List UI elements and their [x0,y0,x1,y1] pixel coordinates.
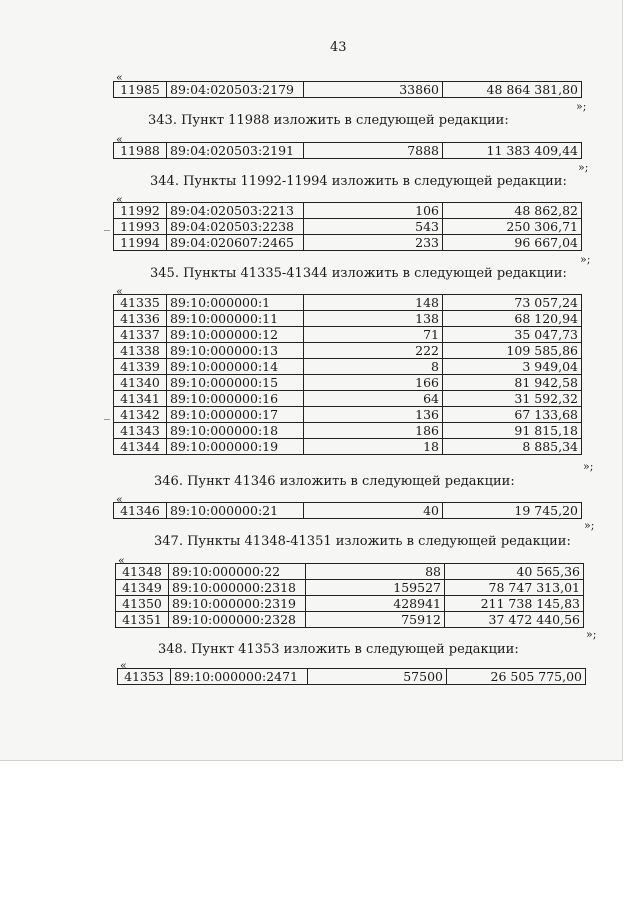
value-cell: 48 864 381,80 [443,82,582,98]
item-number-cell: 41342 [114,407,167,423]
cadastral-table [117,668,586,685]
value-cell: 67 133,68 [443,407,582,423]
table-row [114,82,582,98]
area-cell: 233 [304,235,443,251]
close-quote: »; [580,253,591,266]
cadastral-number-cell: 89:10:000000:11 [167,311,304,327]
cadastral-number-cell: 89:10:000000:19 [167,439,304,455]
item-number-cell: 11985 [114,82,167,98]
cadastral-number-cell: 89:10:000000:2471 [171,669,308,685]
value-cell: 11 383 409,44 [443,143,582,159]
area-cell: 88 [306,564,445,580]
area-cell: 148 [304,295,443,311]
item-number-cell: 41338 [114,343,167,359]
value-cell: 26 505 775,00 [447,669,586,685]
item-number-cell: 41339 [114,359,167,375]
table-row [114,219,582,235]
value-cell: 40 565,36 [445,564,584,580]
area-cell: 186 [304,423,443,439]
area-cell: 40 [304,503,443,519]
cadastral-number-cell: 89:10:000000:15 [167,375,304,391]
item-number-cell: 11994 [114,235,167,251]
area-cell: 71 [304,327,443,343]
open-quote: « [116,285,123,298]
table-row [114,343,582,359]
open-quote: « [118,554,125,567]
open-quote: « [116,193,123,206]
close-quote: »; [586,628,597,641]
value-cell: 37 472 440,56 [445,612,584,628]
table-row [114,423,582,439]
cadastral-number-cell: 89:04:020503:2179 [167,82,304,98]
table-row [116,596,584,612]
cadastral-number-cell: 89:10:000000:2318 [169,580,306,596]
section-heading: 344. Пункты 11992-11994 изложить в следующей редакции: [150,174,567,189]
table-row [114,203,582,219]
close-quote: »; [576,100,587,113]
section-heading: 348. Пункт 41353 изложить в следующей редакции: [158,642,519,657]
open-quote: « [120,659,127,672]
table-row [114,375,582,391]
item-number-cell: 41344 [114,439,167,455]
open-quote: « [116,133,123,146]
item-number-cell: 41349 [116,580,169,596]
area-cell: 18 [304,439,443,455]
area-cell: 222 [304,343,443,359]
item-number-cell: 41346 [114,503,167,519]
area-cell: 136 [304,407,443,423]
item-number-cell: 41335 [114,295,167,311]
cadastral-number-cell: 89:10:000000:21 [167,503,304,519]
value-cell: 35 047,73 [443,327,582,343]
area-cell: 7888 [304,143,443,159]
value-cell: 91 815,18 [443,423,582,439]
area-cell: 166 [304,375,443,391]
value-cell: 96 667,04 [443,235,582,251]
open-quote: « [116,71,123,84]
area-cell: 428941 [306,596,445,612]
area-cell: 138 [304,311,443,327]
close-quote: »; [583,460,594,473]
value-cell: 78 747 313,01 [445,580,584,596]
value-cell: 73 057,24 [443,295,582,311]
scan-mark [104,230,110,231]
item-number-cell: 11988 [114,143,167,159]
item-number-cell: 41343 [114,423,167,439]
value-cell: 109 585,86 [443,343,582,359]
cadastral-table [113,294,582,455]
cadastral-number-cell: 89:04:020503:2213 [167,203,304,219]
cadastral-number-cell: 89:10:000000:16 [167,391,304,407]
item-number-cell: 11992 [114,203,167,219]
area-cell: 57500 [308,669,447,685]
area-cell: 33860 [304,82,443,98]
table-row [114,407,582,423]
area-cell: 75912 [306,612,445,628]
cadastral-number-cell: 89:10:000000:1 [167,295,304,311]
cadastral-table [113,142,582,159]
item-number-cell: 41340 [114,375,167,391]
cadastral-number-cell: 89:10:000000:22 [169,564,306,580]
item-number-cell: 41336 [114,311,167,327]
table-row [116,580,584,596]
table-row [114,327,582,343]
item-number-cell: 41337 [114,327,167,343]
value-cell: 8 885,34 [443,439,582,455]
value-cell: 48 862,82 [443,203,582,219]
cadastral-number-cell: 89:10:000000:18 [167,423,304,439]
close-quote: »; [578,161,589,174]
table-row [114,391,582,407]
close-quote: »; [584,519,595,532]
section-heading: 347. Пункты 41348-41351 изложить в следующей редакции: [154,534,571,549]
cadastral-number-cell: 89:10:000000:14 [167,359,304,375]
value-cell: 3 949,04 [443,359,582,375]
cadastral-number-cell: 89:10:000000:2319 [169,596,306,612]
area-cell: 64 [304,391,443,407]
value-cell: 19 745,20 [443,503,582,519]
cadastral-number-cell: 89:10:000000:12 [167,327,304,343]
table-row [114,143,582,159]
item-number-cell: 11993 [114,219,167,235]
section-heading: 343. Пункт 11988 изложить в следующей редакции: [148,113,509,128]
area-cell: 106 [304,203,443,219]
cadastral-number-cell: 89:04:020607:2465 [167,235,304,251]
table-row [114,235,582,251]
cadastral-number-cell: 89:10:000000:13 [167,343,304,359]
item-number-cell: 41341 [114,391,167,407]
cadastral-table [113,202,582,251]
section-heading: 345. Пункты 41335-41344 изложить в следующей редакции: [150,266,567,281]
value-cell: 81 942,58 [443,375,582,391]
table-row [118,669,586,685]
cadastral-number-cell: 89:10:000000:2328 [169,612,306,628]
item-number-cell: 41348 [116,564,169,580]
table-row [114,295,582,311]
value-cell: 31 592,32 [443,391,582,407]
item-number-cell: 41353 [118,669,171,685]
area-cell: 8 [304,359,443,375]
table-row [116,612,584,628]
table-row [114,311,582,327]
value-cell: 68 120,94 [443,311,582,327]
section-heading: 346. Пункт 41346 изложить в следующей редакции: [154,474,515,489]
table-row [114,439,582,455]
cadastral-table [115,563,584,628]
table-row [116,564,584,580]
item-number-cell: 41351 [116,612,169,628]
cadastral-number-cell: 89:10:000000:17 [167,407,304,423]
value-cell: 250 306,71 [443,219,582,235]
table-row [114,503,582,519]
page-number: 43 [330,40,347,55]
area-cell: 159527 [306,580,445,596]
cadastral-number-cell: 89:04:020503:2191 [167,143,304,159]
cadastral-table [113,502,582,519]
value-cell: 211 738 145,83 [445,596,584,612]
open-quote: « [116,493,123,506]
table-row [114,359,582,375]
scan-mark [104,419,110,420]
area-cell: 543 [304,219,443,235]
cadastral-number-cell: 89:04:020503:2238 [167,219,304,235]
cadastral-table [113,81,582,98]
item-number-cell: 41350 [116,596,169,612]
